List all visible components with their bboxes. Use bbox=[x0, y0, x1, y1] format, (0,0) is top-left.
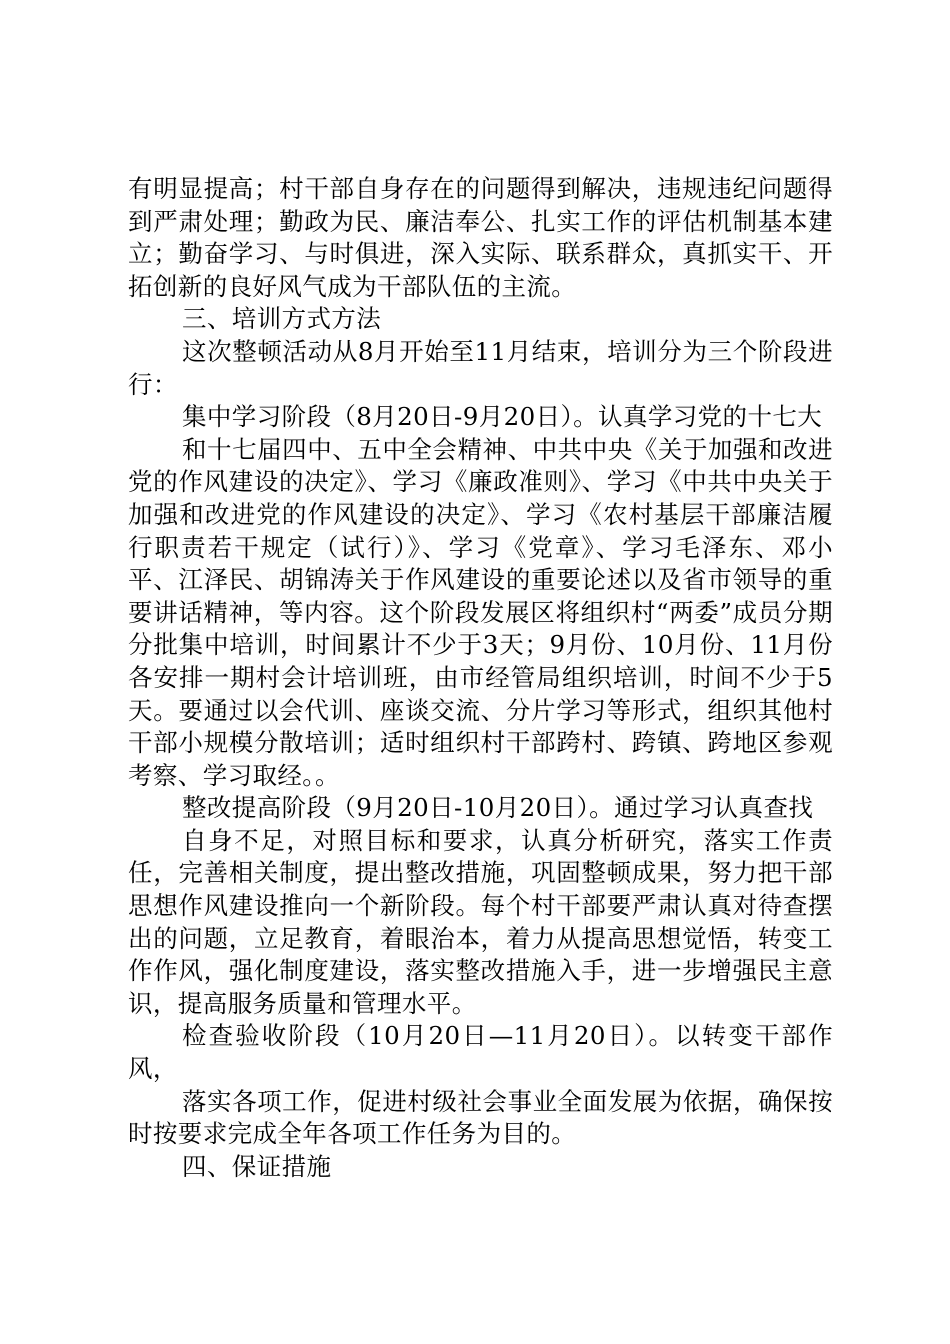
paragraph-study-content: 和十七届四中、五中全会精神、中共中央《关于加强和改进党的作风建设的决定》、学习《廉政准则》、学习《中共中央关于加强和改进党的作风建设的决定》、学习《农村基层干部廉洁履行职责若干规定（试行）》、学习《党章》、学习毛泽东、邓小平、江泽民、胡锦涛关于作风建设的重要论述以及省市领导的重要讲话精神，等内容。这个阶段发展区将组织村“两委”成员分期分批集中培训，时间累计不少于3天；9月份、10月份、11月份各安排一期村会计培训班，由市经管局组织培训，时间不少于5天。要通过以会代训、座谈交流、分片学习等形式，组织其他村干部小规模分散培训；适时组织村干部跨村、跨镇、跨地区参观考察、学习取经。。 bbox=[128, 434, 833, 790]
section-heading-guarantee-measures: 四、保证措施 bbox=[182, 1151, 332, 1181]
section-heading-training-methods: 三、培训方式方法 bbox=[182, 304, 382, 334]
paragraph-phase-inspection: 检查验收阶段（10月20日—11月20日）。以转变干部作风， bbox=[128, 1021, 833, 1084]
document-body bbox=[128, 173, 833, 1183]
paragraph-continuation: 有明显提高；村干部自身存在的问题得到解决，违规违纪问题得到严肃处理；勤政为民、廉洁奉公、扎实工作的评估机制基本建立；勤奋学习、与时俱进，深入实际、联系群众，真抓实干、开拓创新的良好风气成为干部队伍的主流。 bbox=[128, 174, 833, 301]
paragraph-rectification-content: 自身不足，对照目标和要求，认真分析研究，落实工作责任，完善相关制度，提出整改措施，巩固整顿成果，努力把干部思想作风建设推向一个新阶段。每个村干部要严肃认真对待查摆出的问题，立足教育，着眼治本，着力从提高思想觉悟，转变工作作风，强化制度建设，落实整改措施入手，进一步增强民主意识，提高服务质量和管理水平。 bbox=[128, 825, 833, 1018]
paragraph-phase-rectification: 整改提高阶段（9月20日-10月20日）。通过学习认真查找 bbox=[182, 793, 814, 823]
paragraph-training-overview: 这次整顿活动从8月开始至11月结束，培训分为三个阶段进行： bbox=[128, 336, 833, 399]
paragraph-phase-study: 集中学习阶段（8月20日-9月20日）。认真学习党的十七大 bbox=[182, 402, 823, 432]
paragraph-inspection-content: 落实各项工作，促进村级社会事业全面发展为依据，确保按时按要求完成全年各项工作任务为目的。 bbox=[128, 1086, 833, 1149]
